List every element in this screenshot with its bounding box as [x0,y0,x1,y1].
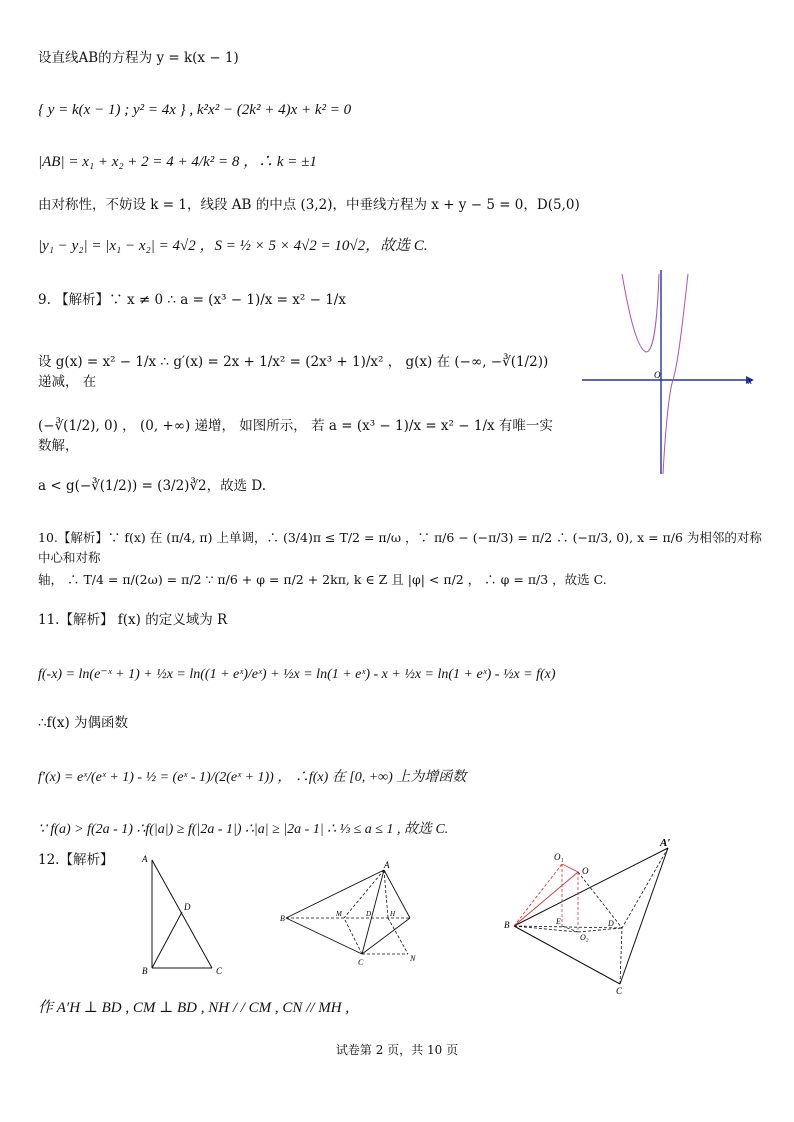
label-o: O [582,866,589,876]
label-b: B [142,966,148,976]
label-c: C [616,986,623,996]
edge-bd [152,912,182,968]
q11-derivative-line: f′(x) = eˣ/(eˣ + 1) - ½ = (eˣ - 1)/(2(eˣ + 1)) ， ∴f(x) 在 [0, +∞) 上为增函数 [38,770,467,785]
edge-b-c [286,918,362,954]
figure-1 [138,850,238,980]
label-a: A [142,854,148,864]
figure-2 [280,858,450,978]
label-b: B [504,920,510,930]
edge-c-d [362,918,410,954]
q11-heading-line: 11.【解析】 f(x) 的定义域为 R [38,612,228,628]
q9-heading-line: 9. 【解析】∵ x ≠ 0 ∴ a = (x³ − 1)/x = x² − 1/x [38,292,346,308]
edge-b-c [514,926,620,984]
edge-c-d [620,928,622,984]
label-a: A [384,860,390,870]
figure-3 [502,834,692,1004]
label-d: D [608,919,614,928]
q10-line-1: 10.【解析】∵ f(x) 在 (π/4, π) 上单调，∴ (3/4)π ≤ T/2 = π/ω ，∵ π/6 − (−π/3) = π/2 ∴ (−π/3, 0), x = π/6 为相邻的对称中心和对称 [38,530,762,565]
label-e: E [556,917,561,926]
area-line: |y₁ − y₂| = |x₁ − x₂| = 4√2 ，S = ½ × 5 × 4√2 = 10√2，故选 C. [38,238,428,254]
label-b: B [280,914,285,923]
label-d: D [184,902,191,912]
q11-even-proof-line: f(-x) = ln(e⁻ˣ + 1) + ½x = ln((1 + eˣ)/eˣ) + ½x = ln(1 + eˣ) - x + ½x = ln(1 + eˣ) - ½x = f(x) [38,667,556,682]
q11-even-conclusion: ∴f(x) 为偶函数 [38,715,129,731]
edge-c-m [344,918,362,954]
q9-derivative-line: 设 g(x) = x² − 1/x ∴ g′(x) = 2x + 1/x² = (2x³ + 1)/x² ， g(x) 在 (−∞, −∛(1/2)) 递减， 在 [38,354,549,390]
label-o2: O₂ [580,933,589,942]
page-footer: 试卷第 2 页，共 10 页 [335,1043,459,1057]
label-m: M [336,910,342,918]
label-h: H [390,910,396,918]
label-o1: O₁ [554,852,564,862]
ab-length-line: |AB| = x₁ + x₂ + 2 = 4 + 4/k² = 8 ，∴ k = ±1 [38,154,317,170]
label-a-prime: A′ [660,837,671,849]
text-line-1: 设直线AB的方程为 y = k(x − 1) [38,50,239,66]
edge-o-d [578,872,622,928]
system-equation-line: { y = k(x − 1) ; y² = 4x } , k²x² − (2k² + 4)x + k² = 0 [38,102,352,118]
function-graph [578,268,758,478]
q10-line-2: 轴， ∴ T/4 = π/(2ω) = π/2 ∵ π/6 + φ = π/2 + 2kπ, k ∈ Z 且 |φ| < π/2 ， ∴ φ = π/3 ，故选 C. [38,572,607,587]
label-c: C [216,966,223,976]
edge-a-d [384,870,410,918]
x-axis-label: x [748,376,752,386]
right-branch-curve [663,274,688,474]
left-branch-curve [622,274,659,352]
edge-o2-d [578,928,622,932]
q9-answer-line: a < g(−∛(1/2)) = (3/2)∛2，故选 D. [38,478,267,494]
edge-b-o1 [514,864,562,926]
label-c: C [358,958,364,967]
q12-heading-line: 12.【解析】 [38,852,114,868]
edge-h-n [388,918,408,954]
q12-construction-line: 作 A′H ⊥ BD , CM ⊥ BD , NH / / CM , CN // MH , [38,1000,350,1016]
origin-label: O [654,370,661,380]
label-d: D [366,910,372,918]
q9-increasing-line: (−∛(1/2), 0) ， (0, +∞) 递增， 如图所示， 若 a = (x³ − 1)/x = x² − 1/x 有唯一实数解， [38,418,553,454]
label-n: N [410,954,416,963]
q11-answer-line: ∵ f(a) > f(2a - 1) ∴f(|a|) ≥ f(|2a - 1|) ∴|a| ≥ |2a - 1| ∴ ⅓ ≤ a ≤ 1 , 故选 C. [38,822,449,837]
symmetry-line: 由对称性，不妨设 k = 1，线段 AB 的中点 (3,2)，中垂线方程为 x + y − 5 = 0，D(5,0) [38,197,580,213]
edge-o1-o [562,864,578,872]
